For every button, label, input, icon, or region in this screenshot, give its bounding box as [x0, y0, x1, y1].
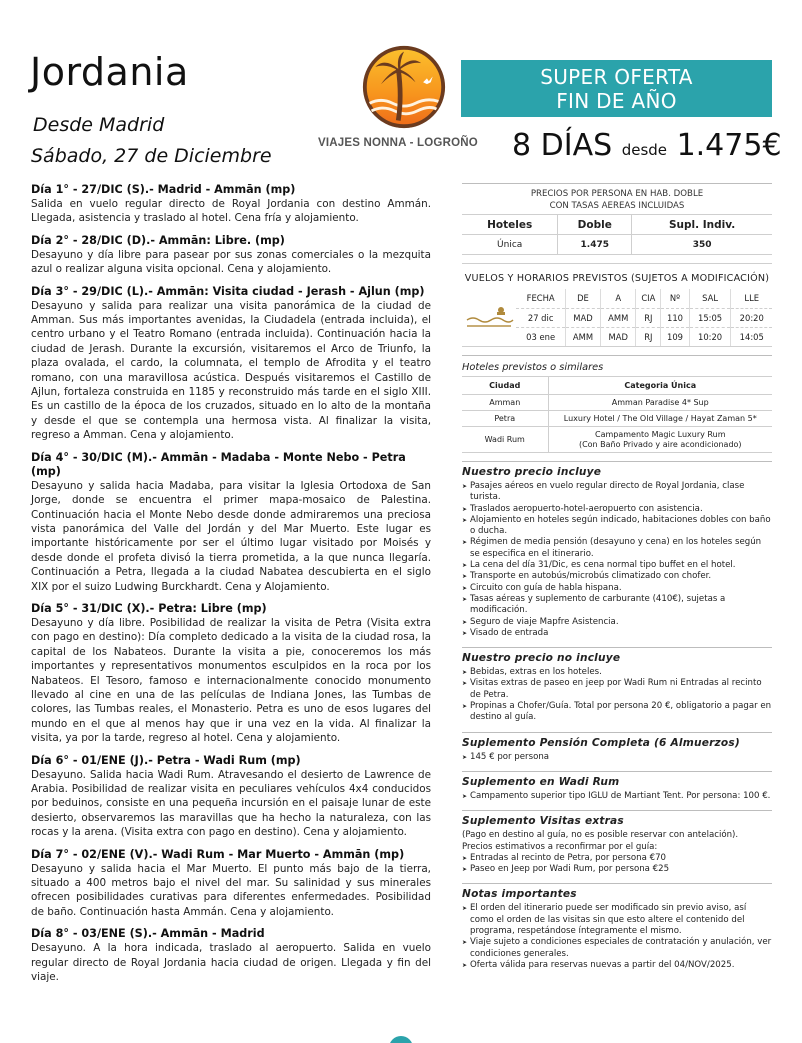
palm-tree-sunset-logo-icon [356, 44, 452, 130]
hotel-name: Campamento Magic Luxury Rum [595, 429, 726, 439]
list-item: ➤ Visitas extras de paseo en jeep por Wadi Rum ni Entradas al recinto de Petra. [462, 678, 772, 701]
day-title: Día 4° - 30/DIC (M).- Ammān - Madaba - Monte Nebo - Petra (mp) [31, 450, 406, 478]
column-header: CIA [636, 289, 661, 308]
flight-from: AMM [565, 327, 600, 346]
table-row [462, 427, 772, 453]
hotel-table [462, 376, 772, 453]
list-item: ➤ Pasajes aéreos en vuelo regular directo de Royal Jordania, clase turista. [462, 481, 772, 504]
offer-banner [461, 60, 772, 117]
column-header: Supl. Indiv. [632, 215, 772, 235]
itinerary-day [31, 183, 431, 226]
list-item: ➤ Visado de entrada [462, 628, 772, 639]
table-row [516, 308, 772, 327]
page-title: Jordania [30, 50, 189, 94]
itinerary [31, 183, 431, 992]
agency-name: VIAJES NONNA - LOGROÑO [318, 137, 478, 149]
decorative-shape [389, 1036, 413, 1043]
price-prefix: desde [621, 141, 668, 159]
flight-from: MAD [565, 308, 600, 327]
section-title: Suplemento en Wadi Rum [462, 775, 620, 788]
list-item: ➤ Alojamiento en hoteles según indicado, habitaciones dobles con baño o ducha. [462, 515, 772, 538]
extra-visits-list [462, 853, 772, 876]
hotel-category: Única [462, 235, 558, 255]
day-title: Día 5° - 31/DIC (X).- Petra: Libre (mp) [31, 601, 267, 615]
flight-to: MAD [601, 327, 636, 346]
day-title: Día 6° - 01/ENE (J).- Petra - Wadi Rum (mp) [31, 753, 301, 767]
extra-visits-intro: Precios estimativos a reconfirmar por el guía: [462, 841, 658, 852]
itinerary-day [31, 451, 431, 594]
flight-to: AMM [601, 308, 636, 327]
list-item: ➤ Transporte en autobús/microbús climatizado con chofer. [462, 571, 772, 582]
royal-jordanian-logo-icon [462, 289, 516, 346]
day-title: Día 8° - 03/ENE (S).- Ammān - Madrid [31, 927, 265, 941]
flight-arrival: 20:20 [731, 308, 772, 327]
day-title: Día 7° - 02/ENE (V).- Wadi Rum - Mar Muerto - Ammān (mp) [31, 847, 405, 861]
excludes-list [462, 667, 772, 723]
list-item: ➤ Traslados aeropuerto-hotel-aeropuerto con asistencia. [462, 504, 772, 515]
table-row [516, 327, 772, 346]
section-title: Suplemento Pensión Completa (6 Almuerzos) [462, 736, 740, 749]
flight-date: 27 dic [516, 308, 565, 327]
list-item: ➤ Propinas a Chofer/Guía. Total por persona 20 €, obligatorio a pagar en destino al guía. [462, 701, 772, 724]
day-description: Desayuno y salida para realizar una visita panorámica de la ciudad de Amman. Sus más importantes avenidas, la Ciudadela (entrada incluida), el centro urbano y el Teatro Romano (entrada incluida). Continuación hacia la ciudad de Jerash. Durante la excursión, visitaremos el Arco de Triunfo, la plaza ovalada, el cardo, la columnata, el templo de Afrodita y el teatro romano, con una maravillosa acústica. Después visitaremos el Castillo de Ajlun, fortaleza construida en 1185 y reconstruido más tarde en el siglo XIII. Es un castillo de la época de los cruzados, situado en lo alto de la montaña y desde el que se contempla una hermosa vista. Al finalizar la visita, regreso a Amman. Cena y alojamiento. [31, 299, 431, 442]
list-item: ➤ Tasas aéreas y suplemento de carburante (410€), sujetas a modificación. [462, 594, 772, 617]
day-title: Día 2° - 28/DIC (D).- Ammān: Libre. (mp) [31, 233, 285, 247]
itinerary-day [31, 754, 431, 840]
wadi-rum-list [462, 791, 772, 802]
hotel-name: Amman Paradise 4* Sup [548, 395, 772, 411]
double-price: 1.475 [558, 235, 632, 255]
includes-list [462, 481, 772, 639]
list-item: ➤ Bebidas, extras en los hoteles. [462, 667, 772, 678]
column-header: SAL [689, 289, 731, 308]
list-item: ➤ Régimen de media pensión (desayuno y cena) en los hoteles según se especifica en el itinerario. [462, 537, 772, 560]
flight-date: 03 ene [516, 327, 565, 346]
day-title: Día 3° - 29/DIC (L).- Ammān: Visita ciudad - Jerash - Ajlun (mp) [31, 284, 425, 298]
hotel-city: Petra [462, 411, 548, 427]
list-item: ➤ La cena del día 31/Dic, es cena normal tipo buffet en el hotel. [462, 560, 772, 571]
flight-departure: 15:05 [689, 308, 731, 327]
day-description: Desayuno y día libre para pasear por sus zonas comerciales o la mezquita azul o realizar alguna visita opcional. Cena y alojamiento. [31, 248, 431, 276]
flights-title: VUELOS Y HORARIOS PREVISTOS (SUJETOS A MODIFICACIÓN) [462, 263, 772, 289]
itinerary-day [31, 927, 431, 984]
full-board-section [462, 732, 772, 763]
section-title: Nuestro precio no incluye [462, 652, 621, 665]
day-description: Desayuno y salida hacia Madaba, para visitar la Iglesia Ortodoxa de San Jorge, donde se encuentra el primer mapa-mosaico de Palestina. Continuación hacia el Monte Nebo desde donde admiraremos una preciosa vista panorámica del Valle del Jordán y del Mar Muerto. Este lugar es importante históricamente por ser el último lugar visitado por Moisés y desde donde el profeta divisó la tierra prometida, a la que nunca llegaría. Continuación a Petra, llegada a la ciudad Nabatea descubierta en el siglo XIX por el suizo Ludwing Burckhardt. Cena y Alojamiento. [31, 479, 431, 593]
hotel-note: (Con Baño Privado y aire acondicionado) [578, 439, 742, 449]
column-header: Doble [558, 215, 632, 235]
includes-section [462, 461, 772, 639]
price-table [462, 214, 772, 255]
departure-origin: Desde Madrid [33, 114, 165, 136]
section-title: Notas importantes [462, 888, 577, 901]
list-item: ➤ 145 € por persona [462, 752, 772, 763]
column-header: Nº [661, 289, 689, 308]
extra-visits-section [462, 810, 772, 875]
day-title: Día 1° - 27/DIC (S).- Madrid - Ammān (mp) [31, 183, 296, 196]
day-description: Desayuno y día libre. Posibilidad de realizar la visita de Petra (Visita extra con pago en destino): Día completo dedicado a la visita de la ciudad rosa, la capital de los Nabateos. Durante la visita a pie, conoceremos los más importantes y representativos monumentos esculpidos en la roca por los Nabateos. El Tesoro, famoso e internacionalmente conocido monumento llevado al cine en una de las películas de Indiana Jones, las Tumbas de colores, las Tumbas reales, el Monasterio. Petra es uno de esos lugares del mundo en el que al menos hay que ir una vez en la vida. Al finalizar la visita, ya por la tarde, regreso al hotel. Cena y alojamiento. [31, 616, 431, 745]
day-description: Desayuno y salida hacia el Mar Muerto. El punto más bajo de la tierra, situado a 400 metros bajo el nivel del mar. Su salinidad y sus minerales ofrecen posibilidades curativas para diferentes enfermedades. Posibilidad de baño. Continuación hasta Ammán. Cena y alojamiento. [31, 862, 431, 918]
flights-block [462, 289, 772, 347]
day-description: Desayuno. A la hora indicada, traslado al aeropuerto. Salida en vuelo regular directo de Royal Jordania hacia ciudad de origen. Llegada y fin del viaje. [31, 942, 431, 984]
day-description: Salida en vuelo regular directo de Royal Jordania con destino Ammán. Llegada, asistencia y traslado al hotel. Cena fría y alojamiento. [31, 198, 431, 225]
hotels-title: Hoteles previstos o similares [462, 355, 772, 376]
list-item: ➤ El orden del itinerario puede ser modificado sin previo aviso, así como el orden de las visitas sin que esto altere el contenido del programa, respetándose íntegramente el mismo. [462, 903, 772, 937]
table-row [462, 411, 772, 427]
hotel-city: Amman [462, 395, 548, 411]
table-header-row [516, 289, 772, 308]
hotel-name: Luxury Hotel / The Old Village / Hayat Zaman 5* [548, 411, 772, 427]
table-header-row [462, 377, 772, 395]
list-item: ➤ Entradas al recinto de Petra, por persona €70 [462, 853, 772, 864]
list-item: ➤ Seguro de viaje Mapfre Asistencia. [462, 617, 772, 628]
single-supplement: 350 [632, 235, 772, 255]
flight-arrival: 14:05 [731, 327, 772, 346]
price-note-line: PRECIOS POR PERSONA EN HAB. DOBLE [530, 189, 704, 199]
column-header: LLE [731, 289, 772, 308]
flight-airline: RJ [636, 327, 661, 346]
wadi-rum-supplement-section [462, 771, 772, 802]
itinerary-day [31, 285, 431, 443]
info-column [462, 183, 772, 971]
column-header: Categoria Única [548, 377, 772, 395]
column-header: Ciudad [462, 377, 548, 395]
notes-section [462, 883, 772, 971]
section-title: Suplemento Visitas extras [462, 815, 624, 828]
list-item: ➤ Circuito con guía de habla hispana. [462, 583, 772, 594]
list-item: ➤ Viaje sujeto a condiciones especiales de contratación y anulación, ver condiciones generales. [462, 937, 772, 960]
notes-list [462, 903, 772, 971]
extra-visits-intro: (Pago en destino al guía, no es posible reservar con antelación). [462, 830, 739, 841]
table-row [462, 395, 772, 411]
column-header: Hoteles [462, 215, 558, 235]
hotel-name-cell [548, 427, 772, 453]
flight-airline: RJ [636, 308, 661, 327]
table-row [462, 235, 772, 255]
column-header: DE [565, 289, 600, 308]
departure-date: Sábado, 27 de Diciembre [31, 145, 272, 167]
flight-table [516, 289, 772, 346]
price-note-line: CON TASAS AEREAS INCLUIDAS [549, 200, 685, 211]
trip-price: 1.475€ [676, 128, 782, 163]
hotel-city: Wadi Rum [462, 427, 548, 453]
full-board-list [462, 752, 772, 763]
day-description: Desayuno. Salida hacia Wadi Rum. Atravesando el desierto de Lawrence de Arabia. Posibilidad de realizar visita en peculiares vehículos 4x4 conducidos por beduinos, consiste en una pequeña incursión en el paisaje lunar de este desierto, observaremos las maravillas que ha hecho la naturaleza, con las rocas y la arena. (Visita extra con pago en destino). Cena y alojamiento. [31, 768, 431, 839]
offer-line-2: FIN DE AÑO [556, 89, 677, 113]
excludes-section [462, 647, 772, 723]
list-item: ➤ Paseo en Jeep por Wadi Rum, por persona €25 [462, 864, 772, 875]
trip-duration: 8 DÍAS [512, 128, 613, 163]
itinerary-day [31, 234, 431, 277]
column-header: FECHA [526, 293, 555, 304]
offer-line-1: SUPER OFERTA [540, 65, 693, 89]
itinerary-day [31, 848, 431, 920]
itinerary-day [31, 602, 431, 746]
flight-number: 110 [661, 308, 689, 327]
table-header-row [462, 215, 772, 235]
column-header: A [601, 289, 636, 308]
price-note [462, 184, 772, 214]
list-item: ➤ Oferta válida para reservas nuevas a partir del 04/NOV/2025. [462, 960, 772, 971]
flight-number: 109 [661, 327, 689, 346]
section-title: Nuestro precio incluye [462, 466, 602, 478]
flight-departure: 10:20 [689, 327, 731, 346]
list-item: ➤ Campamento superior tipo IGLU de Martiant Tent. Por persona: 100 €. [462, 791, 772, 802]
duration-price [512, 128, 782, 163]
